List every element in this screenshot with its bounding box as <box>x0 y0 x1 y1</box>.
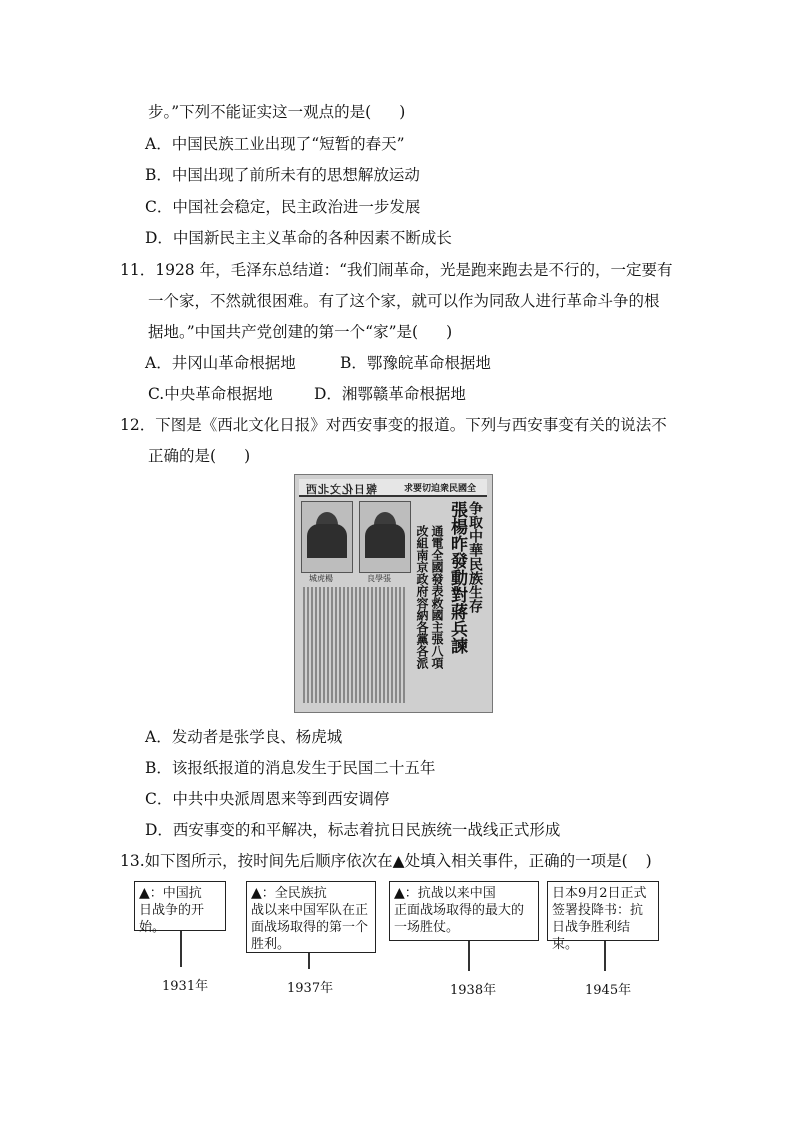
newspaper-body-text <box>303 587 407 703</box>
q12-stem-line2-close: ) <box>244 447 251 465</box>
timeline-box-1937-text1: ：全民族抗 <box>261 886 327 901</box>
timeline-year-1938: 1938年 <box>450 983 497 998</box>
q10-stem-line <box>148 102 405 122</box>
newspaper-headline-1: 争取中華民族生存 <box>467 501 483 613</box>
newspaper-caption-2: 良學張 <box>367 574 391 583</box>
timeline-box-1945-text1: 日本9月2日正式 <box>552 886 647 901</box>
q12-stem-line2 <box>148 446 250 466</box>
timeline-box-1945-text2: 签署投降书：抗 <box>552 903 644 918</box>
q12-option-a: A．发动者是张学良、杨虎城 <box>145 728 343 746</box>
timeline-box-1931 <box>134 881 226 935</box>
q11-stem-line1: 11．1928 年，毛泽东总结道：“我们闹革命，光是跑来跑去是不行的，一定要有 <box>120 261 673 279</box>
newspaper-photo-yang <box>301 501 353 573</box>
newspaper-headline-3: 通電全國發表救國主張八項 <box>430 525 444 669</box>
newspaper-masthead-title: 報日化文北西 <box>305 483 377 496</box>
q10-option-d: D．中国新民主主义革命的各种因素不断成长 <box>145 229 452 247</box>
q13-stem-close: ) <box>645 852 652 870</box>
timeline-box-1937 <box>246 881 376 953</box>
q11-option-c: C.中央革命根据地 <box>148 385 273 403</box>
q12-option-d: D．西安事变的和平解决，标志着抗日民族统一战线正式形成 <box>145 821 561 839</box>
newspaper-masthead <box>299 479 487 497</box>
q12-stem-line2-text: 正确的是( <box>148 447 217 465</box>
q12-option-c: C．中共中央派周恩来等到西安调停 <box>145 790 390 808</box>
q13-stem-text: 13.如下图所示，按时间先后顺序依次在▲处填入相关事件，正确的一项是( <box>120 852 628 870</box>
timeline-connector-1945 <box>604 941 606 971</box>
timeline-box-1945-text3: 日战争胜利结束。 <box>552 920 631 952</box>
triangle-icon: ▲ <box>251 885 262 901</box>
timeline-box-1937-text4: 胜利。 <box>251 937 291 952</box>
timeline-box-1938 <box>389 881 539 941</box>
timeline-connector-1931 <box>180 931 182 967</box>
newspaper-headline-2: 張楊昨發動對蔣兵諫 <box>447 501 467 654</box>
q11-stem-line2: 一个家，不然就很困难。有了这个家，就可以作为同敌人进行革命斗争的根 <box>148 292 660 310</box>
q10-option-b: B．中国出现了前所未有的思想解放运动 <box>145 166 420 184</box>
timeline-connector-1938 <box>468 941 470 971</box>
timeline-year-1945: 1945年 <box>585 983 632 998</box>
timeline-box-1931-text2: 日战争的开始。 <box>139 903 205 935</box>
newspaper-masthead-slogan: 求要切迫衆民國全 <box>404 484 477 494</box>
timeline-box-1937-text2: 战以来中国军队在正 <box>251 903 369 918</box>
timeline-year-1937: 1937年 <box>287 981 334 996</box>
timeline-year-1931: 1931年 <box>162 979 209 994</box>
timeline-box-1931-text1: ：中国抗 <box>149 886 202 901</box>
timeline-box-1945 <box>547 881 659 952</box>
q11-stem-line3-text: 据地。”中国共产党创建的第一个“家”是( <box>148 323 419 341</box>
q12-option-b: B．该报纸报道的消息发生于民国二十五年 <box>145 759 436 777</box>
newspaper-photo-zhang <box>359 501 411 573</box>
triangle-icon: ▲ <box>394 885 405 901</box>
triangle-icon: ▲ <box>139 885 150 901</box>
newspaper-caption-1: 城虎楊 <box>309 574 333 583</box>
timeline-box-1938-text3: 一场胜仗。 <box>394 920 460 935</box>
timeline-connector-1937 <box>308 953 310 969</box>
q10-stem-close: ) <box>399 103 406 121</box>
q11-option-b: B．鄂豫皖革命根据地 <box>340 354 491 372</box>
timeline-box-1937-text3: 面战场取得的第一个 <box>251 920 369 935</box>
timeline-box-1938-text2: 正面战场取得的最大的 <box>394 903 525 918</box>
q10-stem-text: 步。”下列不能证实这一观点的是( <box>148 103 372 121</box>
q10-option-c: C．中国社会稳定，民主政治进一步发展 <box>145 198 421 216</box>
q12-stem-line1: 12．下图是《西北文化日报》对西安事变的报道。下列与西安事变有关的说法不 <box>120 416 667 434</box>
q11-stem-line3 <box>148 322 452 342</box>
newspaper-image <box>294 474 493 713</box>
q11-stem-line3-close: ) <box>446 323 453 341</box>
timeline-box-1938-text1: ：抗战以来中国 <box>404 886 496 901</box>
q13-stem-line <box>120 851 652 871</box>
q10-option-a: A．中国民族工业出现了“短暂的春天” <box>145 135 405 153</box>
q11-option-d: D．湘鄂赣革命根据地 <box>314 385 466 403</box>
newspaper-headline-4: 改組南京政府容納各黨各派 <box>415 525 429 669</box>
q11-option-a: A．井冈山革命根据地 <box>145 354 296 372</box>
